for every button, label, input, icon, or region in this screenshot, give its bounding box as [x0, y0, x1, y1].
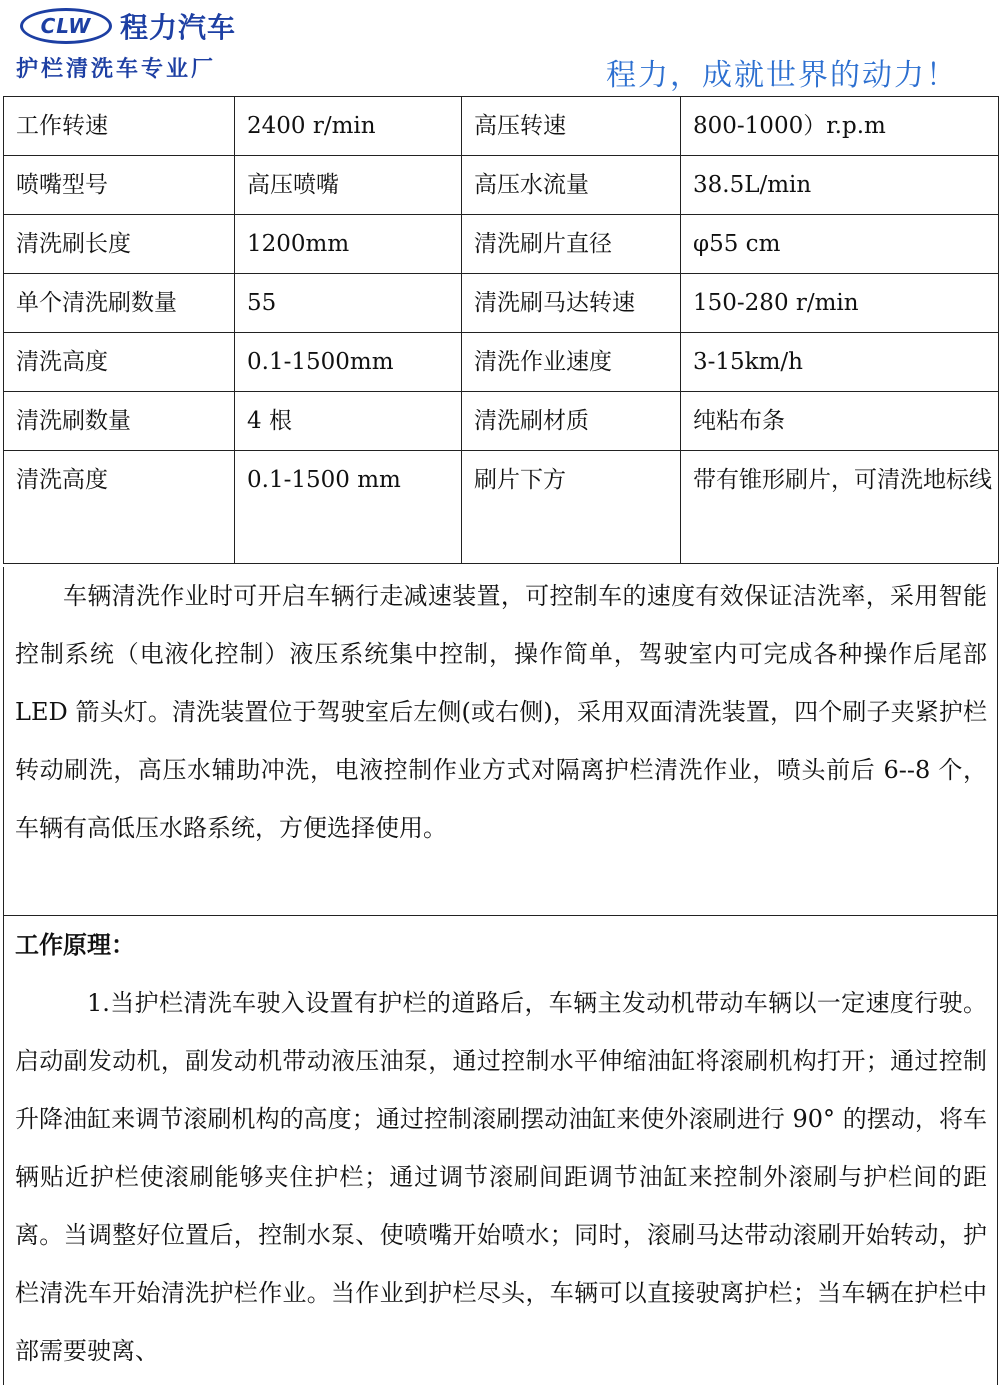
spec-row [4, 97, 999, 156]
spec-value: φ55 cm [681, 215, 999, 274]
description-section [3, 567, 998, 916]
spec-row [4, 274, 999, 333]
principle-heading: 工作原理： [15, 930, 135, 959]
spec-row [4, 333, 999, 392]
spec-label: 清洗作业速度 [462, 333, 681, 392]
spec-value: 55 [235, 274, 462, 333]
spec-label: 刷片下方 [462, 451, 681, 564]
spec-label: 高压转速 [462, 97, 681, 156]
spec-label: 清洗刷材质 [462, 392, 681, 451]
spec-value: 800-1000）r.p.m [681, 97, 999, 156]
spec-value: 4 根 [235, 392, 462, 451]
spec-row [4, 451, 999, 564]
brand-subtitle: 护栏清洗车专业厂 [16, 57, 217, 82]
spec-label: 清洗刷长度 [4, 215, 235, 274]
spec-row [4, 392, 999, 451]
spec-value: 38.5L/min [681, 156, 999, 215]
spec-label: 单个清洗刷数量 [4, 274, 235, 333]
spec-value: 纯粘布条 [681, 392, 999, 451]
spec-label: 清洗刷片直径 [462, 215, 681, 274]
spec-label: 高压水流量 [462, 156, 681, 215]
principle-section [3, 916, 998, 1385]
spec-label: 清洗高度 [4, 333, 235, 392]
spec-row [4, 215, 999, 274]
spec-value: 带有锥形刷片，可清洗地标线 [681, 451, 999, 564]
clw-logo-mark: CLW [20, 8, 112, 44]
spec-label: 喷嘴型号 [4, 156, 235, 215]
spec-value: 0.1-1500mm [235, 333, 462, 392]
description-paragraph: 车辆清洗作业时可开启车辆行走减速装置，可控制车的速度有效保证洁洗率，采用智能控制系统（电液化控制）液压系统集中控制，操作简单，驾驶室内可完成各种操作后尾部 LED 箭头灯。清洗装置位于驾驶室后左侧(或右侧)，采用双面清洗装置，四个刷子夹紧护栏转动刷洗，高压水辅助冲洗，电液控制作业方式对隔离护栏清洗作业，喷头前后 6--8 个，车辆有高低压水路系统，方便选择使用。 [15, 582, 987, 842]
spec-row [4, 156, 999, 215]
brand-slogan: 程力，成就世界的动力！ [606, 58, 958, 93]
principle-paragraph: 1.当护栏清洗车驶入设置有护栏的道路后，车辆主发动机带动车辆以一定速度行驶。启动副发动机，副发动机带动液压油泵，通过控制水平伸缩油缸将滚刷机构打开；通过控制升降油缸来调节滚刷机构的高度；通过控制滚刷摆动油缸来使外滚刷进行 90° 的摆动，将车辆贴近护栏使滚刷能够夹住护栏；通过调节滚刷间距调节油缸来控制外滚刷与护栏间的距离。当调整好位置后，控制水泵、使喷嘴开始喷水；同时，滚刷马达带动滚刷开始转动，护栏清洗车开始清洗护栏作业。当作业到护栏尽头，车辆可以直接驶离护栏；当车辆在护栏中部需要驶离、 [15, 989, 987, 1365]
spec-label: 清洗刷马达转速 [462, 274, 681, 333]
spec-value: 0.1-1500 mm [235, 451, 462, 564]
page-header [0, 0, 1000, 96]
spec-value: 1200mm [235, 215, 462, 274]
spec-value: 高压喷嘴 [235, 156, 462, 215]
spec-value: 150-280 r/min [681, 274, 999, 333]
spec-label: 清洗刷数量 [4, 392, 235, 451]
spec-label: 清洗高度 [4, 451, 235, 564]
spec-label: 工作转速 [4, 97, 235, 156]
brand-name: 程力汽车 [120, 11, 237, 44]
spec-value: 3-15km/h [681, 333, 999, 392]
spec-table [3, 96, 999, 564]
brand-logo [20, 6, 236, 46]
spec-value: 2400 r/min [235, 97, 462, 156]
